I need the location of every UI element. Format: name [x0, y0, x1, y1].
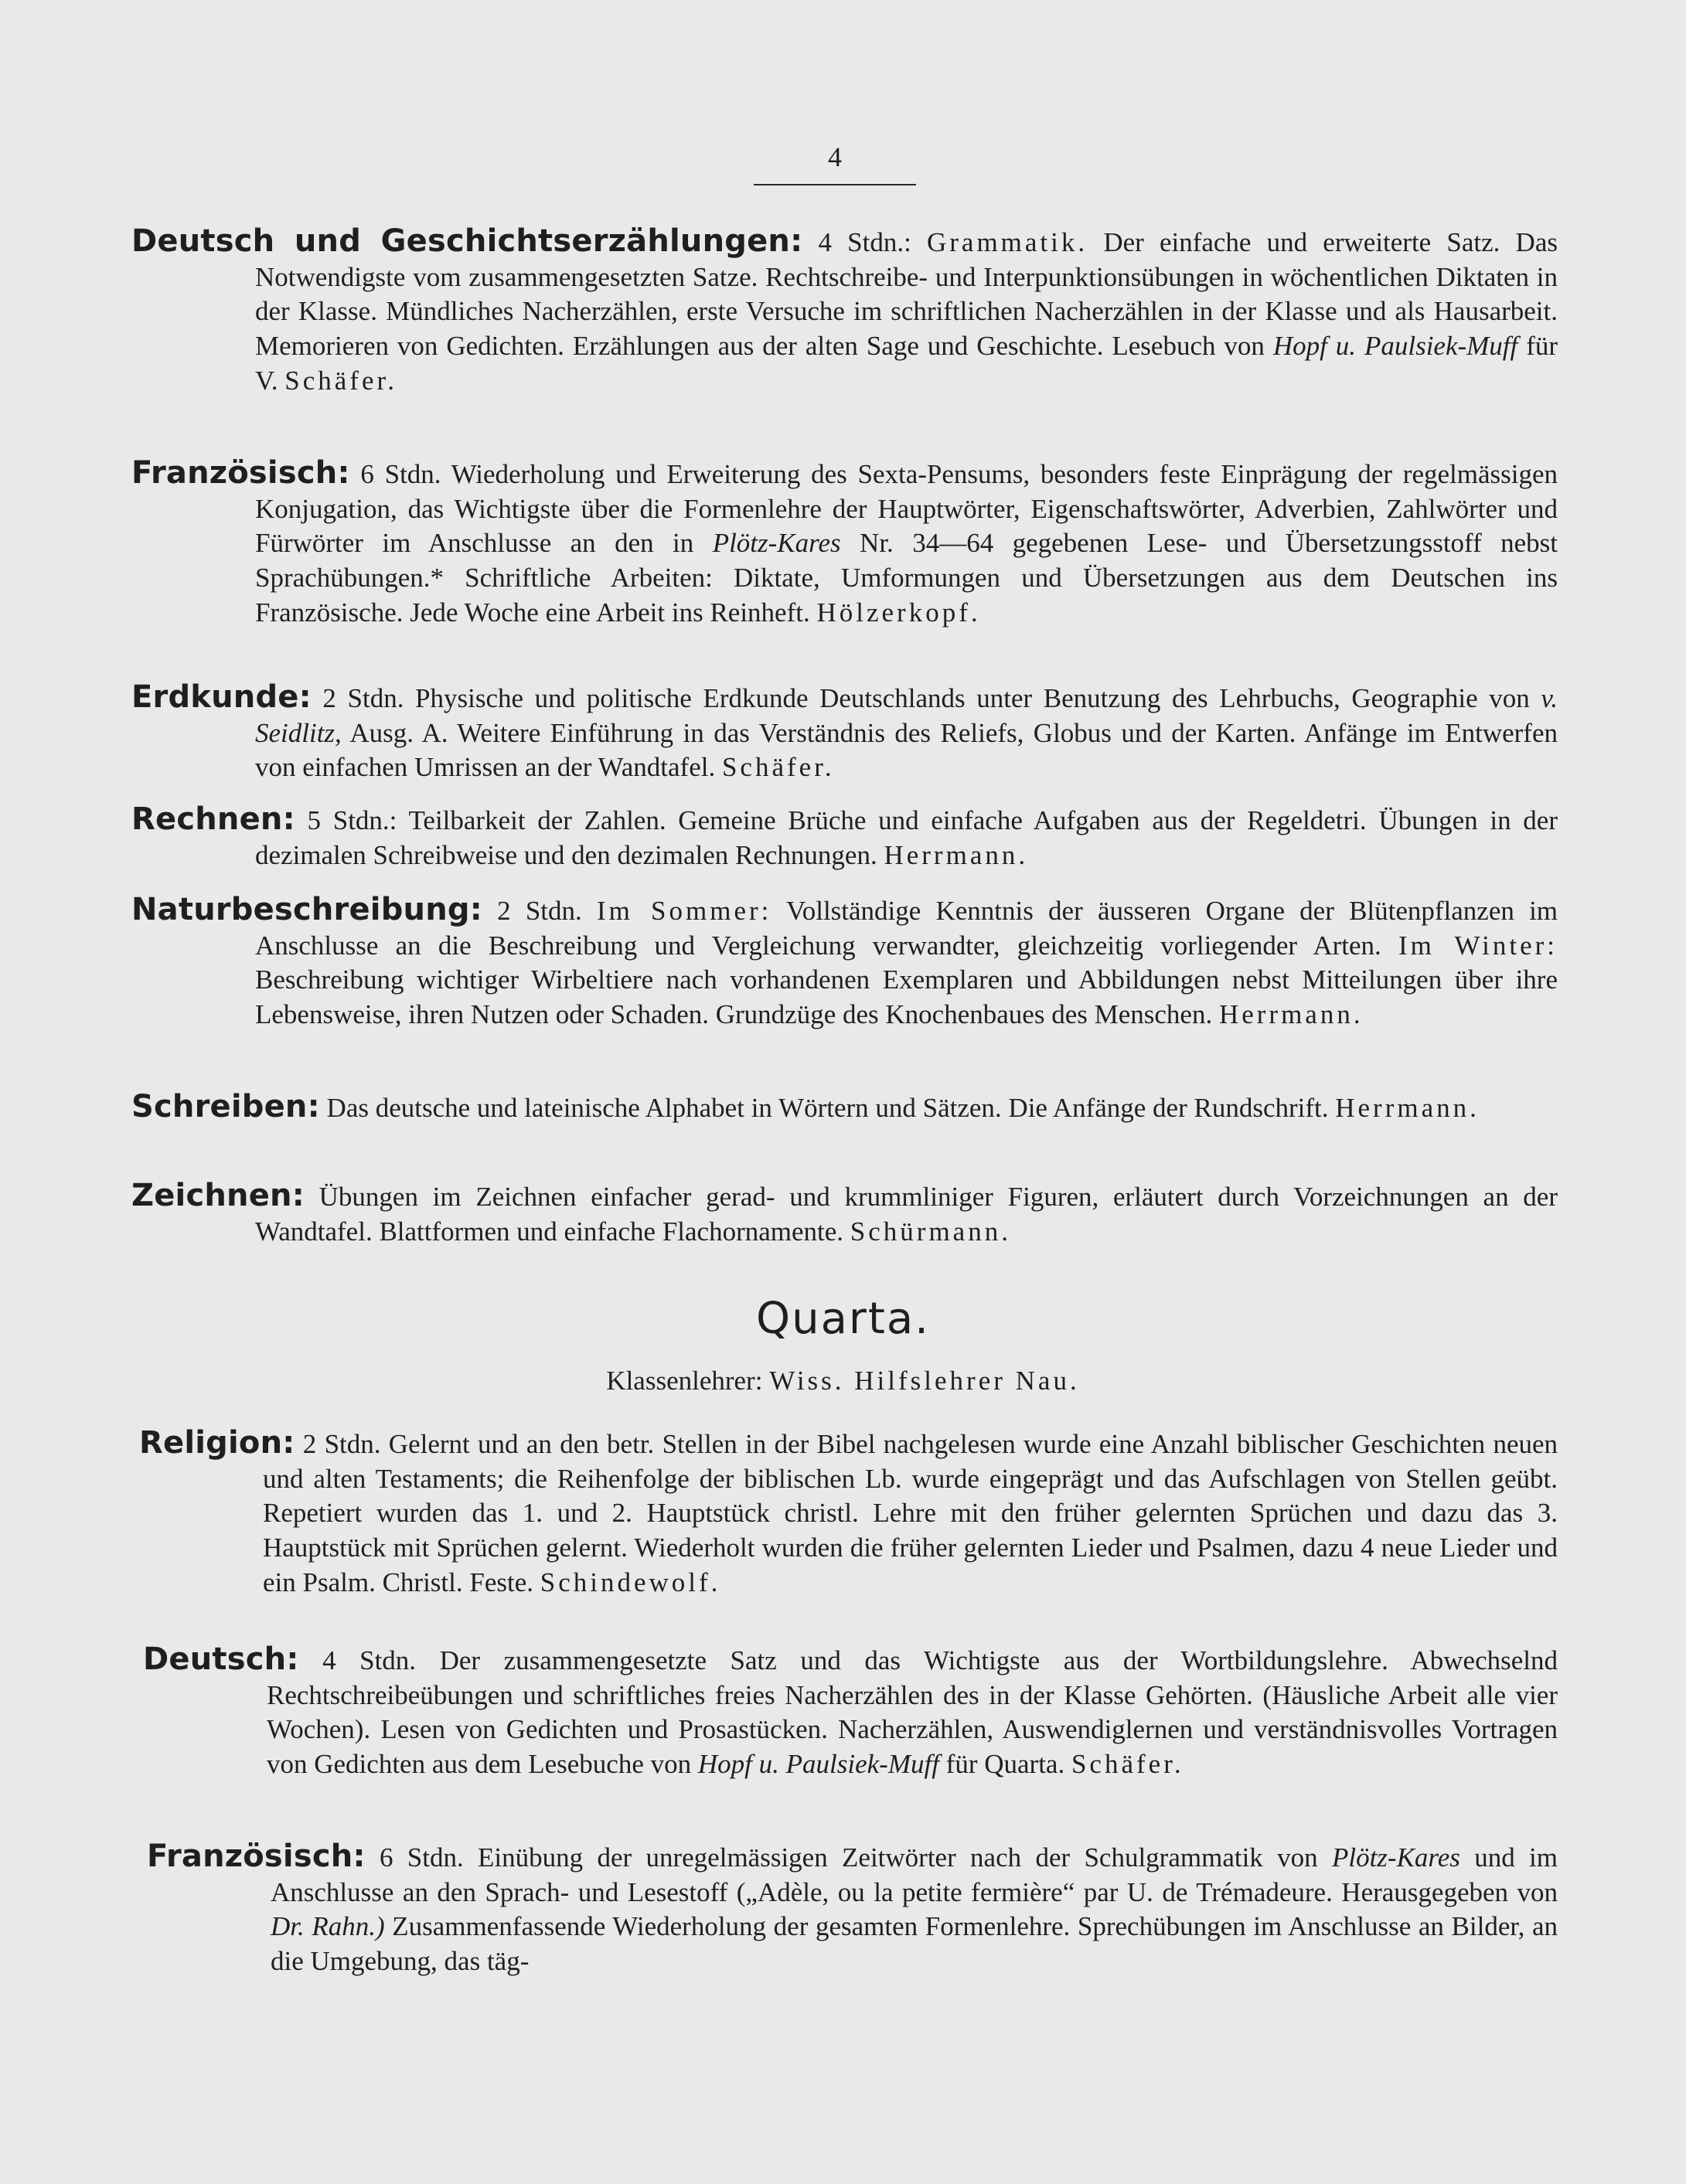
section-text: 6 Stdn. Wiederholung und Erweiterung des Sexta-Pensums, besonders feste Einprägung der regelmässigen Konjugation, das Wichtigste über die Formenlehre der Hauptwörter, Eigenschaftswörter, Adverbien, Zahlwörter und Fürwörter im Anschlusse an den in [255, 459, 1558, 559]
section-text: Vollständige Kenntnis der äusseren Organe der Blütenpflanzen im Anschlusse an die Beschreibung und Vergleichung verwandter, gleichzeitig vorliegender Arten. [255, 896, 1558, 961]
topic-label: Grammatik. [926, 227, 1088, 257]
book-title: Hopf u. Paulsiek-Muff [1272, 331, 1518, 362]
section-religion [139, 1426, 1558, 1601]
section-text: 2 Stdn. Gelernt und an den betr. Stellen in der Bibel nachgelesen wurde eine Anzahl biblischer Geschichten neuen und alten Testaments; die Reihenfolge der biblischen Lb. wurde eingeprägt und das Aufschlagen von Stellen geübt. Repetiert wurden das 1. und 2. Hauptstück christl. Lehre mit den früher gelernten Sprüchen und dazu das 3. Hauptstück mit Sprüchen gelernt. Wiederholt wurden die früher gelernten Lieder und Psalmen, dazu 4 neue Lieder und ein Psalm. Christl. Feste. [263, 1429, 1558, 1597]
section-text-2: für Quarta. [945, 1749, 1065, 1780]
section-text: 5 Stdn.: Teilbarkeit der Zahlen. Gemeine Brüche und einfache Aufgaben aus der Regeldetri. Übungen in der dezimalen Schreibweise und den dezimalen Rechnungen. [255, 805, 1558, 870]
section-text-2: Ausg. A. Weitere Einführung in das Verständnis des Reliefs, Globus und der Karten. Anfänge im Entwerfen von einfachen Umrissen an der Wandtafel. [255, 717, 1558, 783]
teacher-name: Herrmann. [1218, 999, 1364, 1030]
section-text-2: Nr. 34—64 gegebenen Lese- und Übersetzungsstoff nebst Sprachübungen.* Schriftliche Arbeiten: Diktate, Umformungen und Übersetzungen aus dem Deutschen ins Französische. Jede Woche eine Arbeit ins Reinheft. [255, 528, 1558, 628]
teacher-name: Schäfer. [284, 365, 397, 396]
class-teacher-label: Klassenlehrer: [606, 1366, 763, 1396]
hours: 2 Stdn. [497, 896, 582, 926]
teacher-name: Herrmann. [884, 839, 1029, 870]
page-number: 4 [828, 141, 842, 172]
section-text: 4 Stdn. Der zusammengesetzte Satz und das Wichtigste aus der Wortbildungslehre. Abwechselnd Rechtschreibeübungen und schriftliches freies Nacherzählen des in der Klasse Gehörten. (Häusliche Arbeit alle vier Wochen). Lesen von Gedichten und Prosastücken. Nacherzählen, Auswendiglernen und verständnisvolles Vortragen von Gedichten aus dem Lesebuche von [267, 1645, 1558, 1780]
section-naturbeschreibung [131, 893, 1558, 1032]
section-schreiben [131, 1090, 1558, 1126]
section-text-2: und im Anschlusse an den Sprach- und Lesestoff („Adèle, ou la petite fermière“ par U. de Trémadeure. Herausgegeben von [271, 1842, 1558, 1907]
section-text-2: Beschreibung wichtiger Wirbeltiere nach vorhandenen Exemplaren und Abbildungen nebst Mitteilungen über ihre Lebensweise, ihren Nutzen oder Schaden. Grundzüge des Knochenbaues des Menschen. [255, 964, 1558, 1030]
page-number-rule [754, 184, 916, 185]
section-deutsch-geschichtserzaehlungen [131, 224, 1558, 399]
teacher-name: Hölzerkopf. [816, 597, 981, 628]
section-deutsch-quarta [143, 1642, 1558, 1782]
class-teacher-line [0, 1364, 1686, 1398]
section-heading: Religion: [139, 1425, 295, 1461]
section-text: Der einfache und erweiterte Satz. Das Notwendigste vom zusammengesetzten Satze. Rechtschreibe- und Interpunktionsübungen in wöchentlichen Diktaten in der Klasse. Mündliches Nacherzählen, erste Versuche im schriftlichen Nacherzählen in der Klasse und als Hausarbeit. Memorieren von Gedichten. Erzählungen aus der alten Sage und Geschichte. Lesebuch von [255, 227, 1558, 362]
hours: 4 Stdn.: [818, 227, 911, 257]
editor-name: Dr. Rahn.) [271, 1911, 385, 1942]
section-heading: Rechnen: [131, 801, 295, 837]
section-text: 2 Stdn. Physische und politische Erdkunde Deutschlands unter Benutzung des Lehrbuchs, Geographie von [322, 683, 1530, 713]
teacher-name: Schäfer. [721, 752, 835, 783]
book-title: Plötz-Kares [1331, 1842, 1460, 1873]
section-text: Das deutsche und lateinische Alphabet in Wörtern und Sätzen. Die Anfänge der Rundschrift. [326, 1093, 1329, 1123]
teacher-name: Schäfer. [1071, 1749, 1184, 1780]
teacher-name: Schindewolf. [540, 1567, 721, 1597]
section-heading: Zeichnen: [131, 1178, 305, 1213]
section-text: 6 Stdn. Einübung der unregelmässigen Zeitwörter nach der Schulgrammatik von [379, 1842, 1318, 1873]
section-zeichnen [131, 1179, 1558, 1249]
teacher-name: Schürmann. [850, 1216, 1011, 1247]
section-text: Übungen im Zeichnen einfacher gerad- und krummliniger Figuren, erläutert durch Vorzeichnungen an der Wandtafel. Blattformen und einfache Flachornamente. [255, 1182, 1558, 1247]
book-title: Plötz-Kares [712, 528, 841, 559]
topic-label-summer: Im Sommer: [596, 896, 772, 926]
section-heading: Erdkunde: [131, 679, 312, 715]
book-title: Hopf u. Paulsiek-Muff [697, 1749, 939, 1780]
section-heading: Französisch: [147, 1839, 366, 1874]
section-erdkunde [131, 680, 1558, 785]
topic-label-winter: Im Winter: [1398, 930, 1558, 961]
section-rechnen [131, 802, 1558, 873]
section-text-3: Zusammenfassende Wiederholung der gesamten Formenlehre. Sprechübungen im Anschlusse an Bilder, an die Umgebung, das täg- [271, 1911, 1558, 1977]
section-heading: Französisch: [131, 455, 350, 491]
section-text-2: für V. [255, 331, 1558, 396]
section-franzoesisch-quinta [131, 456, 1558, 631]
class-teacher-name: Wiss. Hilfslehrer Nau. [769, 1366, 1080, 1396]
book-title: v. Seidlitz, [255, 683, 1558, 748]
section-franzoesisch-quarta [147, 1839, 1558, 1979]
section-heading: Naturbeschreibung: [131, 892, 482, 927]
section-heading: Schreiben: [131, 1089, 320, 1124]
class-title: Quarta. [756, 1294, 930, 1344]
section-heading: Deutsch und Geschichtserzählungen: [131, 223, 803, 259]
section-heading: Deutsch: [143, 1641, 299, 1677]
teacher-name: Herrmann. [1335, 1093, 1480, 1123]
